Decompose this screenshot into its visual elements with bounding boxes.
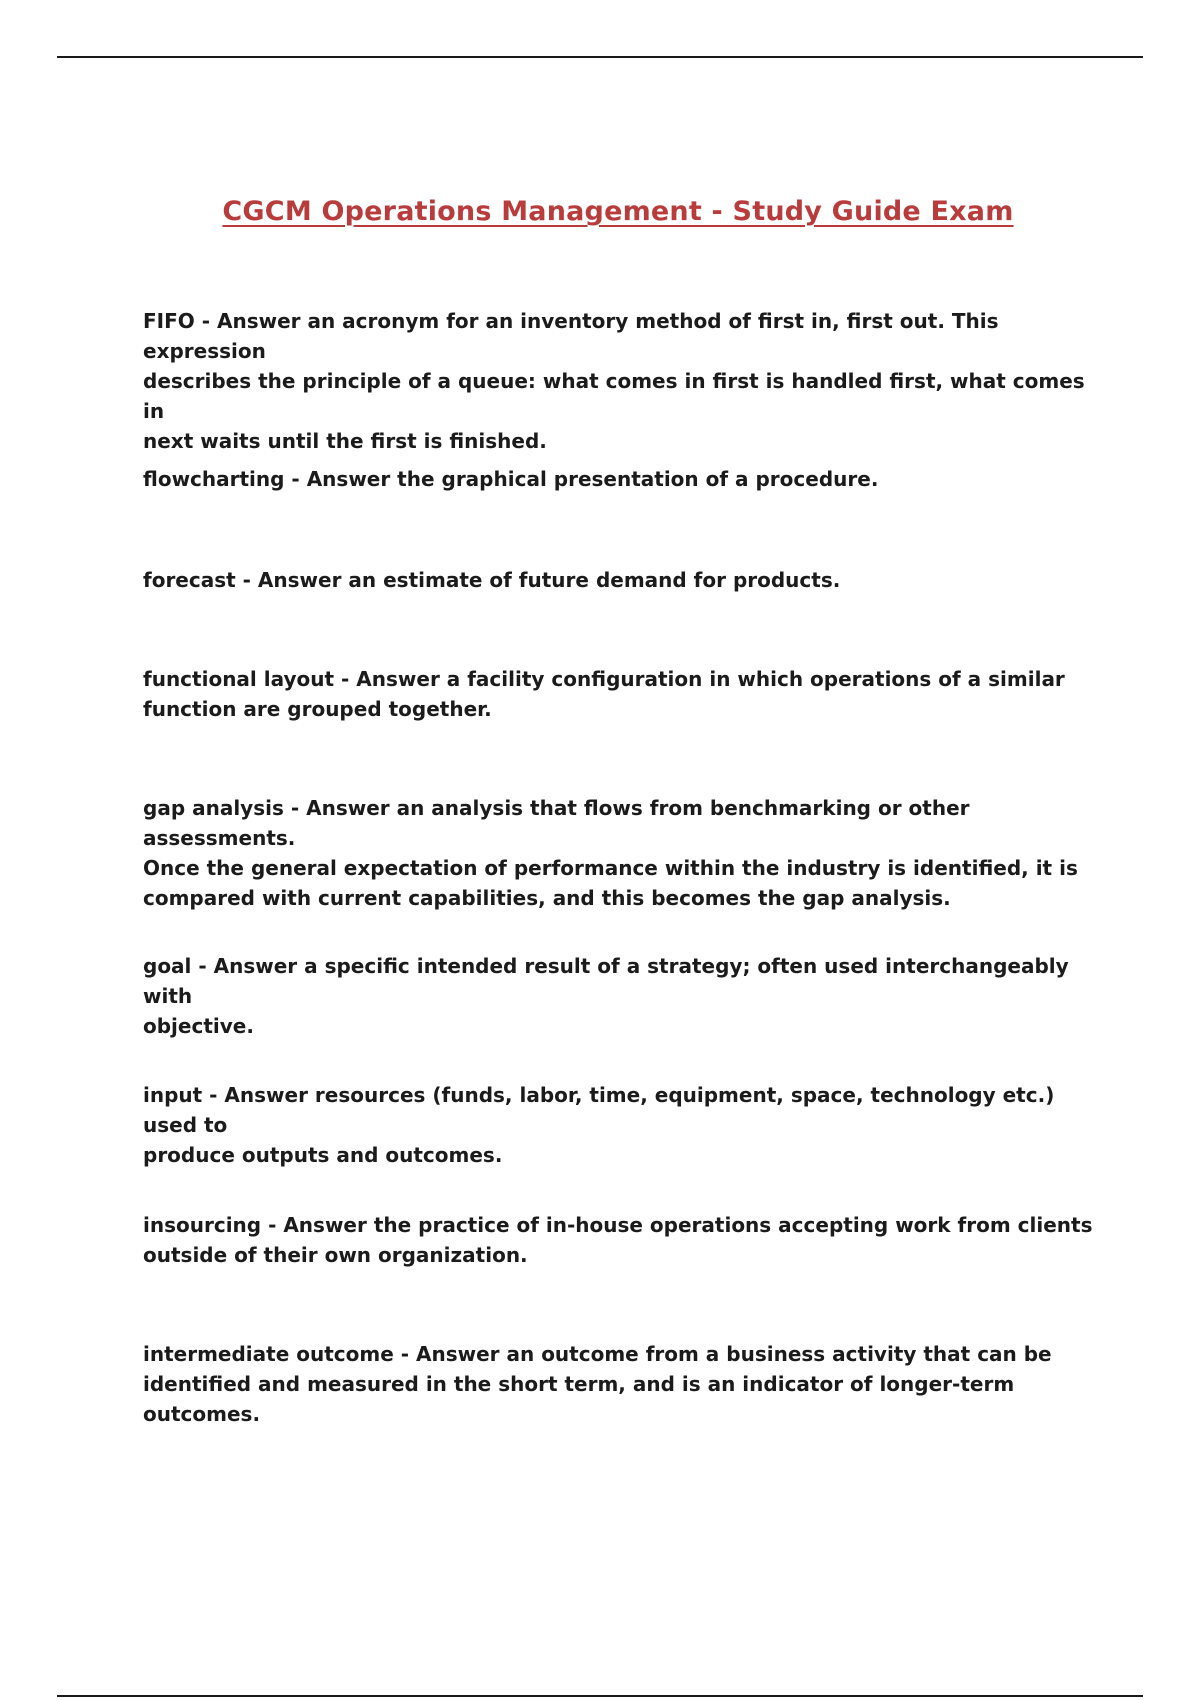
- glossary-entry-flowcharting: flowcharting - Answer the graphical presentation of a procedure.: [143, 467, 879, 491]
- glossary-entry-forecast: forecast - Answer an estimate of future demand for products.: [143, 568, 841, 592]
- glossary-entry-input: input - Answer resources (funds, labor, time, equipment, space, technology etc.) used to produce outputs and outcomes.: [143, 1083, 1055, 1167]
- glossary-entry-goal: goal - Answer a specific intended result of a strategy; often used interchangeably with objective.: [143, 954, 1069, 1038]
- footer-rule: [57, 1695, 1143, 1697]
- glossary-entry-intermediate-outcome: intermediate outcome - Answer an outcome from a business activity that can be identified and measured in the short term, and is an indicator of longer-term outcomes.: [143, 1342, 1052, 1426]
- glossary-entry-fifo: FIFO - Answer an acronym for an inventory method of first in, first out. This expression describes the principle of a queue: what comes in first is handled first, what comes in next waits until the first is finished.: [143, 309, 1085, 453]
- glossary-entry-functional-layout: functional layout - Answer a facility configuration in which operations of a similar function are grouped together.: [143, 667, 1065, 721]
- document-title: CGCM Operations Management - Study Guide Exam: [222, 196, 1014, 227]
- glossary-entry-gap-analysis: gap analysis - Answer an analysis that flows from benchmarking or other assessments. Once the general expectation of performance within the industry is identified, it is compared with current capabilities, and this becomes the gap analysis.: [143, 796, 1078, 910]
- glossary-entry-insourcing: insourcing - Answer the practice of in-house operations accepting work from clients outside of their own organization.: [143, 1213, 1093, 1267]
